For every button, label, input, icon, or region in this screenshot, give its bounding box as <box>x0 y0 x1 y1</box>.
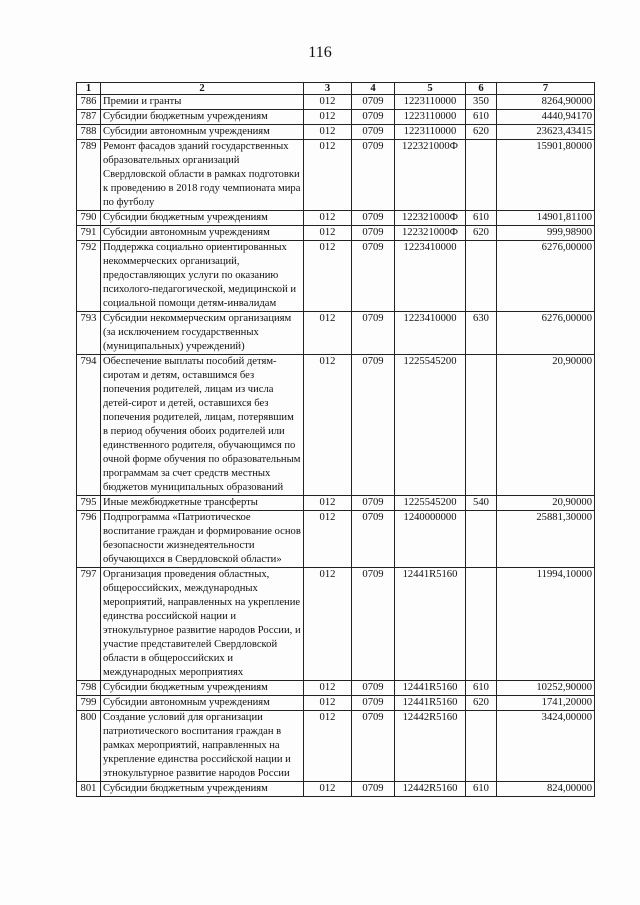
row-col-3: 012 <box>304 355 352 496</box>
row-col-3: 012 <box>304 211 352 226</box>
page-number: 116 <box>308 44 332 61</box>
row-col-4: 0709 <box>352 211 395 226</box>
table-row <box>77 241 595 312</box>
table-row <box>77 95 595 110</box>
row-col-5: 122321000Ф <box>395 211 466 226</box>
row-name: Субсидии автономным учреждениям <box>101 696 304 711</box>
row-col-5: 1225545200 <box>395 355 466 496</box>
row-number: 801 <box>77 782 101 797</box>
row-col-4: 0709 <box>352 110 395 125</box>
row-col-3: 012 <box>304 95 352 110</box>
row-amount: 6276,00000 <box>497 312 595 355</box>
table-row <box>77 568 595 681</box>
budget-table <box>76 82 595 797</box>
row-col-5: 12442R5160 <box>395 711 466 782</box>
row-col-5: 12442R5160 <box>395 782 466 797</box>
row-col-6 <box>466 511 497 568</box>
table-row <box>77 226 595 241</box>
table-row <box>77 125 595 140</box>
row-name: Ремонт фасадов зданий государственных образовательных организаций Свердловской области в рамках подготовки к проведению в 2018 году чемпионата мира по футболу <box>101 140 304 211</box>
row-amount: 824,00000 <box>497 782 595 797</box>
row-col-6: 620 <box>466 226 497 241</box>
row-name: Субсидии бюджетным учреждениям <box>101 211 304 226</box>
row-col-3: 012 <box>304 312 352 355</box>
table-row <box>77 696 595 711</box>
header-col-4: 4 <box>352 83 395 95</box>
row-col-5: 1223110000 <box>395 125 466 140</box>
row-col-5: 1240000000 <box>395 511 466 568</box>
header-col-6: 6 <box>466 83 497 95</box>
row-number: 791 <box>77 226 101 241</box>
row-col-6: 620 <box>466 125 497 140</box>
row-col-6 <box>466 711 497 782</box>
table-row <box>77 496 595 511</box>
row-name: Субсидии некоммерческим организациям (за исключением государственных (муниципальных) учреждений) <box>101 312 304 355</box>
row-col-3: 012 <box>304 140 352 211</box>
table-row <box>77 681 595 696</box>
row-number: 793 <box>77 312 101 355</box>
row-col-4: 0709 <box>352 711 395 782</box>
row-amount: 20,90000 <box>497 496 595 511</box>
row-col-5: 122321000Ф <box>395 140 466 211</box>
row-col-3: 012 <box>304 681 352 696</box>
row-name: Поддержка социально ориентированных некоммерческих организаций, предоставляющих услуги по оказанию психолого-педагогической, медицинской и социальной помощи детям-инвалидам <box>101 241 304 312</box>
table-row <box>77 782 595 797</box>
row-col-5: 1223410000 <box>395 241 466 312</box>
row-amount: 11994,10000 <box>497 568 595 681</box>
table-row <box>77 355 595 496</box>
row-col-4: 0709 <box>352 511 395 568</box>
header-col-3: 3 <box>304 83 352 95</box>
row-number: 796 <box>77 511 101 568</box>
row-number: 787 <box>77 110 101 125</box>
row-col-4: 0709 <box>352 95 395 110</box>
header-col-5: 5 <box>395 83 466 95</box>
row-number: 798 <box>77 681 101 696</box>
row-amount: 15901,80000 <box>497 140 595 211</box>
row-name: Субсидии автономным учреждениям <box>101 226 304 241</box>
table-row <box>77 312 595 355</box>
row-col-5: 122321000Ф <box>395 226 466 241</box>
row-number: 797 <box>77 568 101 681</box>
row-col-6 <box>466 568 497 681</box>
row-amount: 25881,30000 <box>497 511 595 568</box>
header-col-1: 1 <box>77 83 101 95</box>
table-header-row <box>77 83 595 95</box>
row-name: Субсидии бюджетным учреждениям <box>101 110 304 125</box>
row-amount: 999,98900 <box>497 226 595 241</box>
row-col-5: 12441R5160 <box>395 696 466 711</box>
row-col-3: 012 <box>304 125 352 140</box>
row-col-5: 12441R5160 <box>395 568 466 681</box>
row-col-6: 610 <box>466 681 497 696</box>
row-number: 794 <box>77 355 101 496</box>
row-col-6 <box>466 241 497 312</box>
row-name: Организация проведения областных, общероссийских, международных мероприятий, направленных на укрепление единства российской нации и этнокультурное развитие народов России, и участие представителей Свердловской области в общероссийских и международных мероприятиях <box>101 568 304 681</box>
row-amount: 4440,94170 <box>497 110 595 125</box>
row-number: 790 <box>77 211 101 226</box>
row-col-4: 0709 <box>352 125 395 140</box>
row-col-3: 012 <box>304 110 352 125</box>
row-col-3: 012 <box>304 711 352 782</box>
header-col-7: 7 <box>497 83 595 95</box>
row-col-6 <box>466 140 497 211</box>
row-col-5: 12441R5160 <box>395 681 466 696</box>
row-col-4: 0709 <box>352 241 395 312</box>
row-col-6: 620 <box>466 696 497 711</box>
row-name: Подпрограмма «Патриотическое воспитание граждан и формирование основ безопасности жизнедеятельности обучающихся в Свердловской области» <box>101 511 304 568</box>
row-amount: 10252,90000 <box>497 681 595 696</box>
row-col-3: 012 <box>304 782 352 797</box>
row-number: 788 <box>77 125 101 140</box>
row-col-6: 630 <box>466 312 497 355</box>
row-col-5: 1223410000 <box>395 312 466 355</box>
row-name: Премии и гранты <box>101 95 304 110</box>
row-col-4: 0709 <box>352 568 395 681</box>
row-name: Обеспечение выплаты пособий детям-сиротам и детям, оставшимся без попечения родителей, лицам из числа детей-сирот и детей, оставшихся без попечения родителей, лицам, потерявшим в период обучения обоих родителей или единственного родителя, обучающимся по очной форме обучения по образовательным программам за счет средств местных бюджетов муниципальных образований <box>101 355 304 496</box>
row-amount: 20,90000 <box>497 355 595 496</box>
row-number: 792 <box>77 241 101 312</box>
row-number: 789 <box>77 140 101 211</box>
row-col-4: 0709 <box>352 355 395 496</box>
row-col-6: 610 <box>466 110 497 125</box>
row-col-5: 1225545200 <box>395 496 466 511</box>
row-number: 786 <box>77 95 101 110</box>
row-amount: 3424,00000 <box>497 711 595 782</box>
row-col-3: 012 <box>304 241 352 312</box>
row-col-4: 0709 <box>352 226 395 241</box>
row-number: 800 <box>77 711 101 782</box>
row-amount: 23623,43415 <box>497 125 595 140</box>
row-name: Субсидии бюджетным учреждениям <box>101 681 304 696</box>
row-amount: 6276,00000 <box>497 241 595 312</box>
header-col-2: 2 <box>101 83 304 95</box>
table-row <box>77 211 595 226</box>
row-col-4: 0709 <box>352 312 395 355</box>
row-col-6: 610 <box>466 211 497 226</box>
table-row <box>77 711 595 782</box>
row-col-5: 1223110000 <box>395 110 466 125</box>
row-col-6: 350 <box>466 95 497 110</box>
row-col-5: 1223110000 <box>395 95 466 110</box>
row-col-3: 012 <box>304 226 352 241</box>
row-name: Создание условий для организации патриотического воспитания граждан в рамках мероприятий, направленных на укрепление единства российской нации и этнокультурное развитие народов России <box>101 711 304 782</box>
row-amount: 14901,81100 <box>497 211 595 226</box>
table-row <box>77 511 595 568</box>
row-col-4: 0709 <box>352 681 395 696</box>
row-col-6: 610 <box>466 782 497 797</box>
row-name: Субсидии бюджетным учреждениям <box>101 782 304 797</box>
table-row <box>77 140 595 211</box>
row-col-3: 012 <box>304 568 352 681</box>
row-col-4: 0709 <box>352 696 395 711</box>
row-col-3: 012 <box>304 496 352 511</box>
row-col-6 <box>466 355 497 496</box>
row-col-4: 0709 <box>352 782 395 797</box>
row-name: Иные межбюджетные трансферты <box>101 496 304 511</box>
row-col-4: 0709 <box>352 140 395 211</box>
row-number: 799 <box>77 696 101 711</box>
row-col-4: 0709 <box>352 496 395 511</box>
row-amount: 8264,90000 <box>497 95 595 110</box>
row-col-3: 012 <box>304 511 352 568</box>
row-amount: 1741,20000 <box>497 696 595 711</box>
table-row <box>77 110 595 125</box>
row-number: 795 <box>77 496 101 511</box>
row-col-6: 540 <box>466 496 497 511</box>
row-col-3: 012 <box>304 696 352 711</box>
row-name: Субсидии автономным учреждениям <box>101 125 304 140</box>
